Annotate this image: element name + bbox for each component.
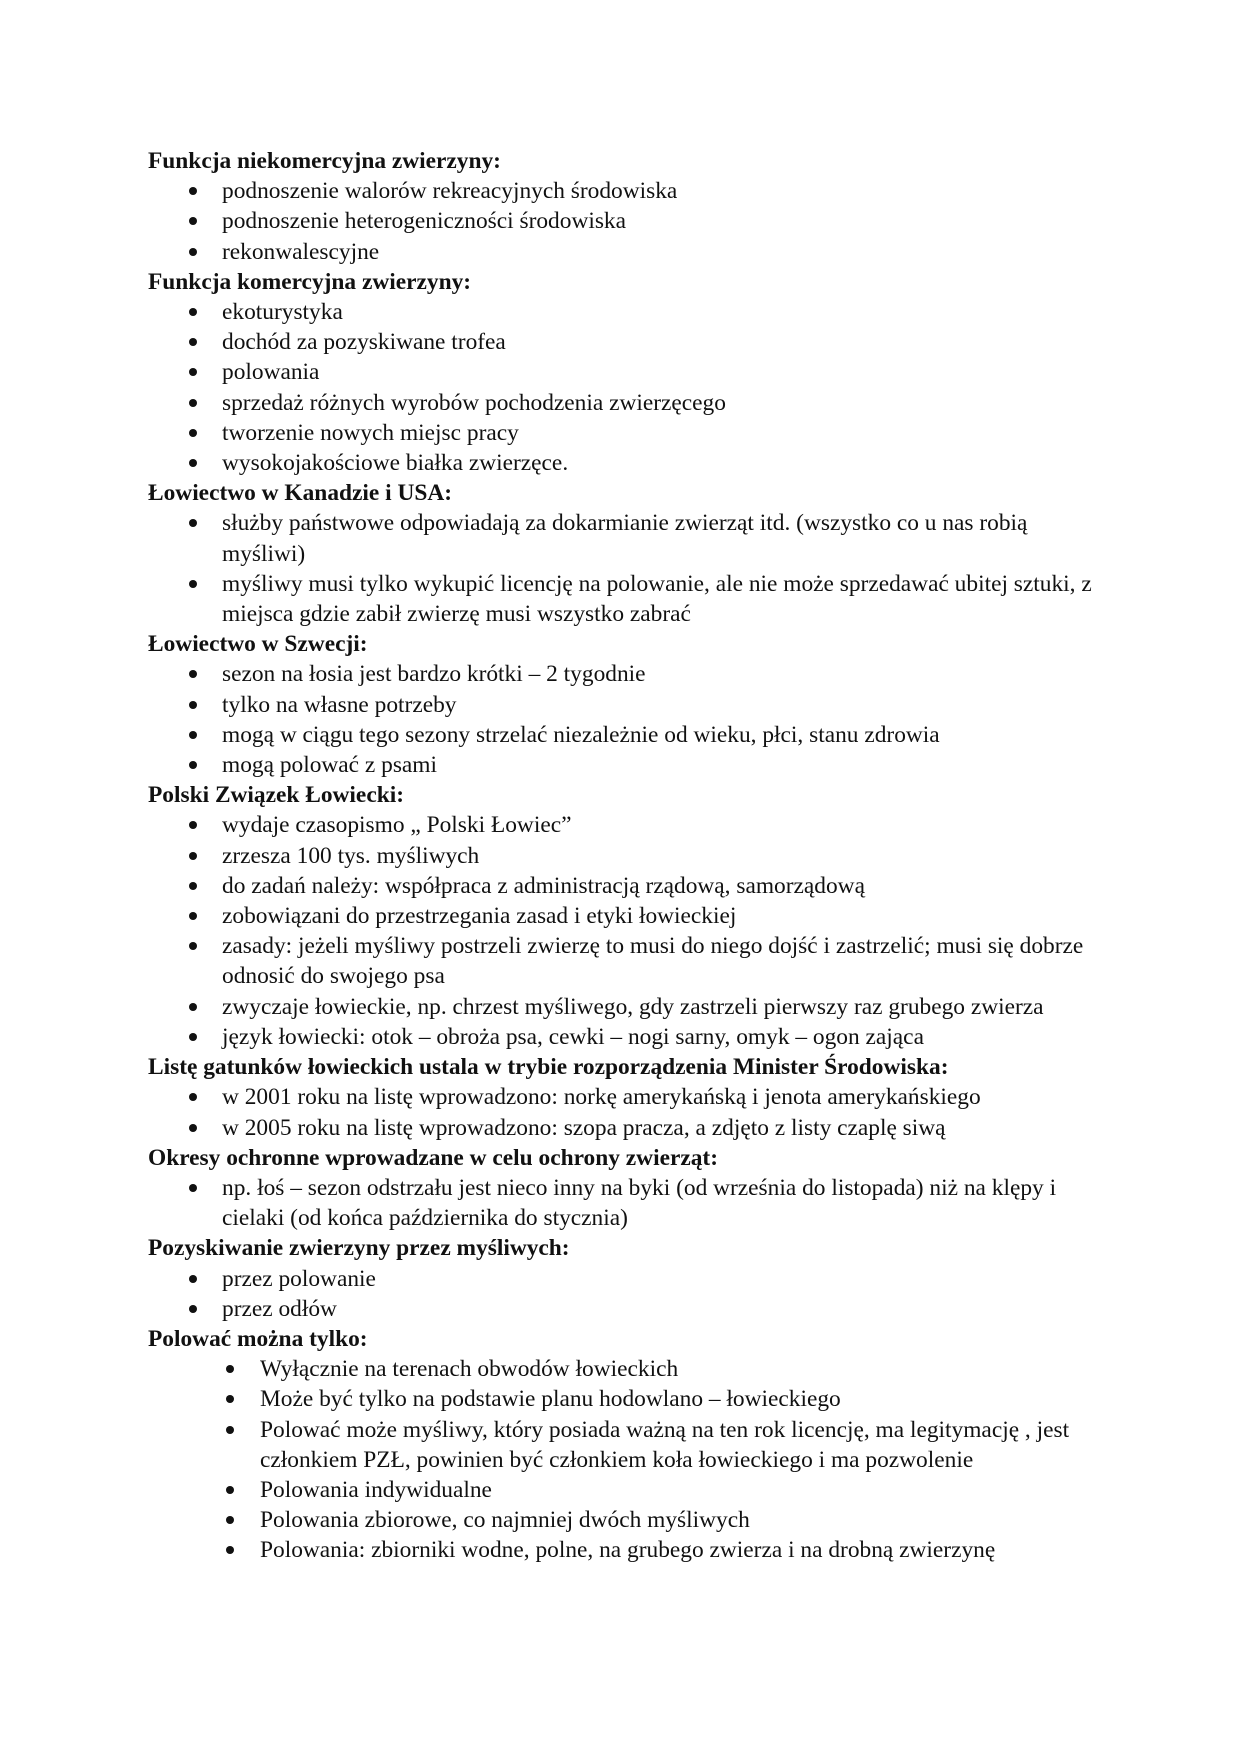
- list-item: przez odłów: [148, 1294, 1098, 1324]
- list-item: rekonwalescyjne: [148, 237, 1098, 267]
- list-item: Polowania indywidualne: [148, 1475, 1098, 1505]
- section-heading: Pozyskiwanie zwierzyny przez myśliwych:: [148, 1235, 570, 1262]
- list-item: zwyczaje łowieckie, np. chrzest myśliwego, gdy zastrzeli pierwszy raz grubego zwierza: [148, 992, 1098, 1022]
- bullet-list: [148, 297, 1098, 478]
- list-item: mogą w ciągu tego sezony strzelać niezależnie od wieku, płci, stanu zdrowia: [148, 720, 1098, 750]
- list-item: zasady: jeżeli myśliwy postrzeli zwierzę to musi do niego dojść i zastrzelić; musi się dobrze odnosić do swojego psa: [148, 931, 1098, 991]
- list-item: Może być tylko na podstawie planu hodowlano – łowieckiego: [148, 1384, 1098, 1414]
- list-item: myśliwy musi tylko wykupić licencję na polowanie, ale nie może sprzedawać ubitej sztuki, z miejsca gdzie zabił zwierzę musi wszystko zabrać: [148, 569, 1098, 629]
- section-heading: Polski Związek Łowiecki:: [148, 782, 404, 809]
- bullet-list: [148, 176, 1098, 267]
- list-item: np. łoś – sezon odstrzału jest nieco inny na byki (od września do listopada) niż na klępy i cielaki (od końca października do stycznia): [148, 1173, 1098, 1233]
- list-item: do zadań należy: współpraca z administracją rządową, samorządową: [148, 871, 1098, 901]
- list-item: Wyłącznie na terenach obwodów łowieckich: [148, 1354, 1098, 1384]
- section-heading: Listę gatunków łowieckich ustala w trybie rozporządzenia Minister Środowiska:: [148, 1054, 949, 1081]
- list-item: tworzenie nowych miejsc pracy: [148, 418, 1098, 448]
- list-item: wysokojakościowe białka zwierzęce.: [148, 448, 1098, 478]
- bullet-list: [148, 810, 1098, 1052]
- document-page: [148, 146, 1098, 1566]
- list-item: sezon na łosia jest bardzo krótki – 2 tygodnie: [148, 659, 1098, 689]
- bullet-list: [148, 1264, 1098, 1324]
- section-heading: Funkcja komercyjna zwierzyny:: [148, 268, 472, 295]
- section-heading: Łowiectwo w Szwecji:: [148, 631, 368, 658]
- list-item: w 2005 roku na listę wprowadzono: szopa pracza, a zdjęto z listy czaplę siwą: [148, 1113, 1098, 1143]
- section-heading: Łowiectwo w Kanadzie i USA:: [148, 480, 453, 507]
- list-item: przez polowanie: [148, 1264, 1098, 1294]
- list-item: zobowiązani do przestrzegania zasad i etyki łowieckiej: [148, 901, 1098, 931]
- bullet-list: [148, 1354, 1098, 1565]
- section-heading: Polować można tylko:: [148, 1325, 368, 1352]
- bullet-list: [148, 1082, 1098, 1142]
- bullet-list: [148, 508, 1098, 629]
- list-item: podnoszenie heterogeniczności środowiska: [148, 206, 1098, 236]
- list-item: Polować może myśliwy, który posiada ważną na ten rok licencję, ma legitymację , jest członkiem PZŁ, powinien być członkiem koła łowieckiego i ma pozwolenie: [148, 1415, 1098, 1475]
- list-item: wydaje czasopismo „ Polski Łowiec”: [148, 810, 1098, 840]
- list-item: dochód za pozyskiwane trofea: [148, 327, 1098, 357]
- list-item: zrzesza 100 tys. myśliwych: [148, 841, 1098, 871]
- list-item: podnoszenie walorów rekreacyjnych środowiska: [148, 176, 1098, 206]
- bullet-list: [148, 1173, 1098, 1233]
- section-heading: Okresy ochronne wprowadzane w celu ochrony zwierząt:: [148, 1144, 718, 1171]
- list-item: służby państwowe odpowiadają za dokarmianie zwierząt itd. (wszystko co u nas robią myśliwi): [148, 508, 1098, 568]
- list-item: w 2001 roku na listę wprowadzono: norkę amerykańską i jenota amerykańskiego: [148, 1082, 1098, 1112]
- list-item: Polowania zbiorowe, co najmniej dwóch myśliwych: [148, 1505, 1098, 1535]
- section-heading: Funkcja niekomercyjna zwierzyny:: [148, 148, 501, 174]
- list-item: mogą polować z psami: [148, 750, 1098, 780]
- list-item: Polowania: zbiorniki wodne, polne, na grubego zwierza i na drobną zwierzynę: [148, 1535, 1098, 1565]
- list-item: ekoturystyka: [148, 297, 1098, 327]
- list-item: tylko na własne potrzeby: [148, 690, 1098, 720]
- bullet-list: [148, 659, 1098, 780]
- list-item: język łowiecki: otok – obroża psa, cewki – nogi sarny, omyk – ogon zająca: [148, 1022, 1098, 1052]
- list-item: polowania: [148, 357, 1098, 387]
- list-item: sprzedaż różnych wyrobów pochodzenia zwierzęcego: [148, 388, 1098, 418]
